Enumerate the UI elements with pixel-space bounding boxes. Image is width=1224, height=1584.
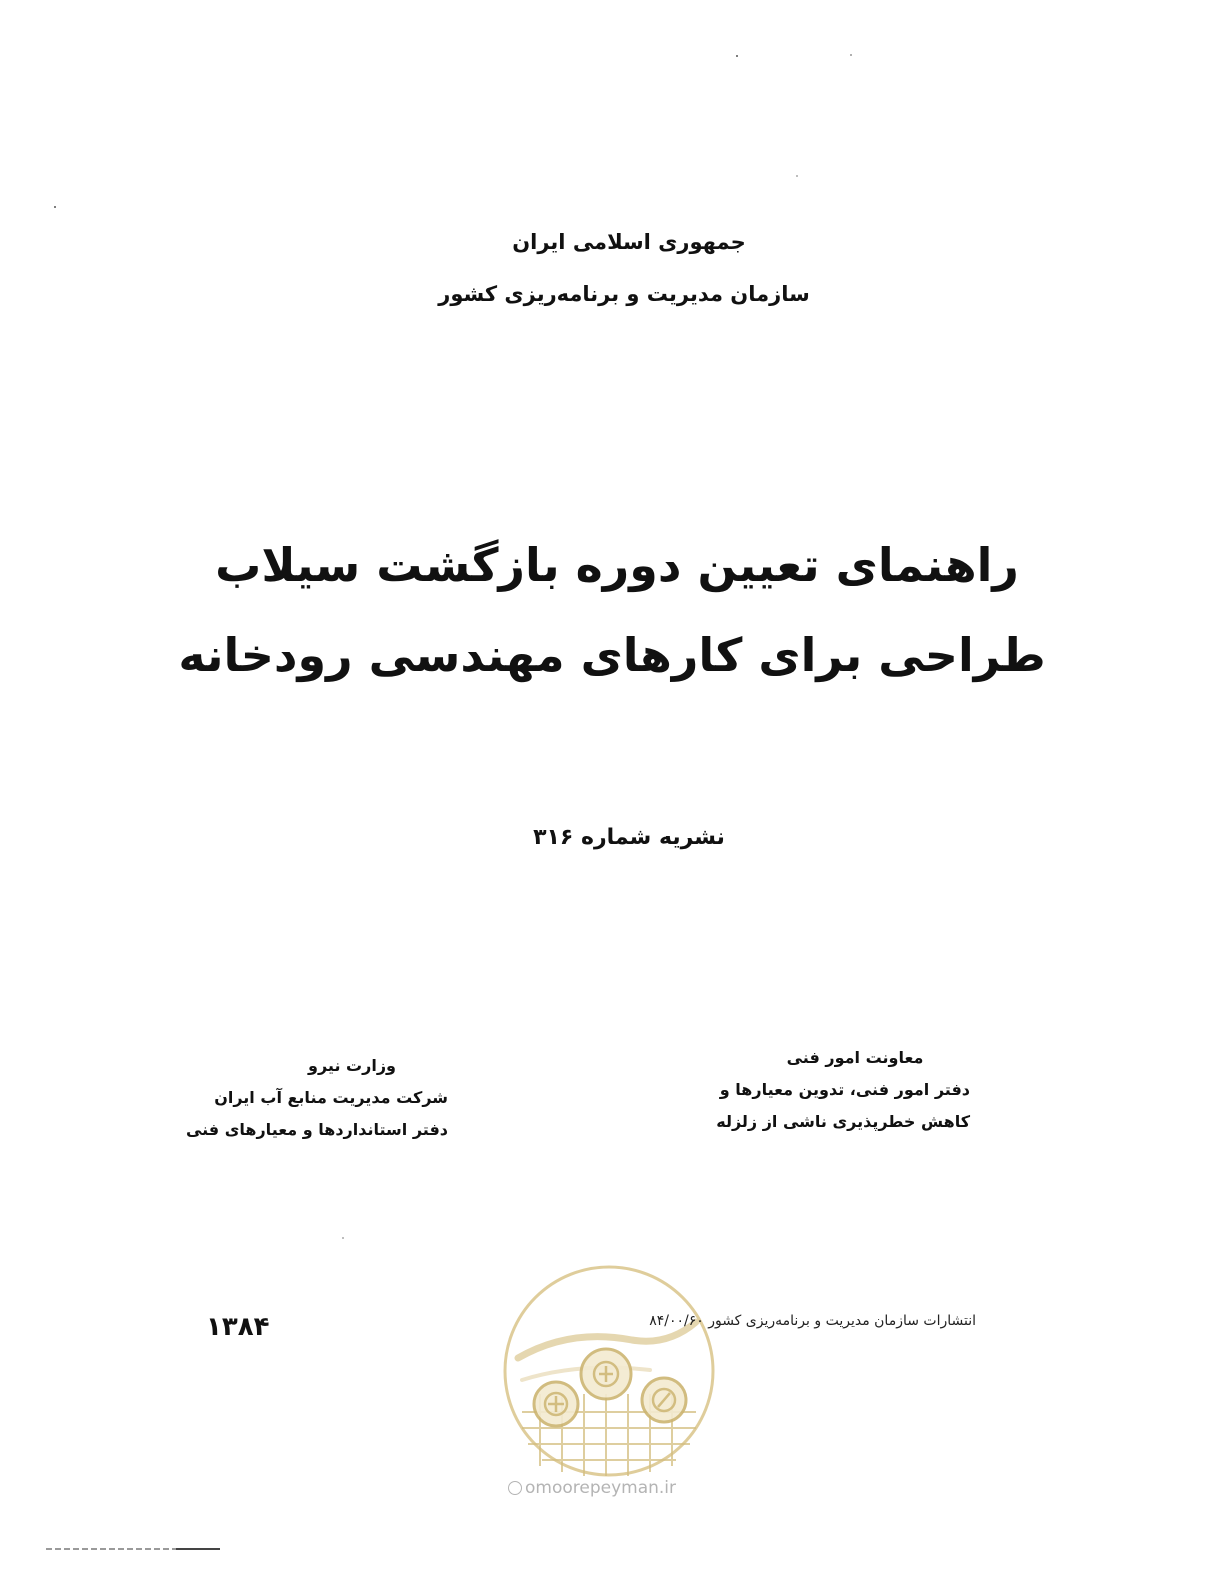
- publication-number: نشریه شماره ۳۱۶: [533, 825, 725, 850]
- left-block-title: وزارت نیرو: [308, 1056, 396, 1075]
- scan-speck: [736, 55, 738, 57]
- watermark-url: [508, 1478, 676, 1498]
- globe-icon: [508, 1481, 522, 1495]
- publication-year: ۱۳۸۴: [206, 1312, 270, 1342]
- scan-speck: [342, 1237, 344, 1239]
- right-authority-block: [700, 1042, 970, 1138]
- scan-speck: [796, 175, 798, 177]
- right-block-line-1: دفتر امور فنی، تدوین معیارها و: [719, 1080, 970, 1099]
- document-title-line-1: راهنمای تعیین دوره بازگشت سیلاب: [215, 538, 1019, 592]
- watermark-seal-icon: [500, 1262, 718, 1480]
- scan-speck: [54, 206, 56, 208]
- left-block-line-2: دفتر استانداردها و معیارهای فنی: [185, 1120, 448, 1139]
- left-authority-block: [185, 1050, 448, 1146]
- right-block-line-2: کاهش خطرپذیری ناشی از زلزله: [716, 1112, 970, 1131]
- header-country: جمهوری اسلامی ایران: [512, 230, 746, 254]
- watermark-url-text: omoorepeyman.ir: [525, 1478, 677, 1498]
- right-block-title: معاونت امور فنی: [786, 1048, 924, 1067]
- left-block-line-1: شرکت مدیریت منابع آب ایران: [214, 1088, 448, 1107]
- document-title-line-2: طراحی برای کارهای مهندسی رودخانه: [178, 628, 1046, 682]
- watermark-logo: [500, 1262, 718, 1480]
- footer-solid-rule: [176, 1548, 220, 1550]
- scan-speck: [850, 54, 852, 56]
- header-organization: سازمان مدیریت و برنامه‌ریزی کشور: [438, 282, 810, 306]
- publisher-imprint: انتشارات سازمان مدیریت و برنامه‌ریزی کشور ۸۴/۰۰/۶۰: [649, 1313, 976, 1329]
